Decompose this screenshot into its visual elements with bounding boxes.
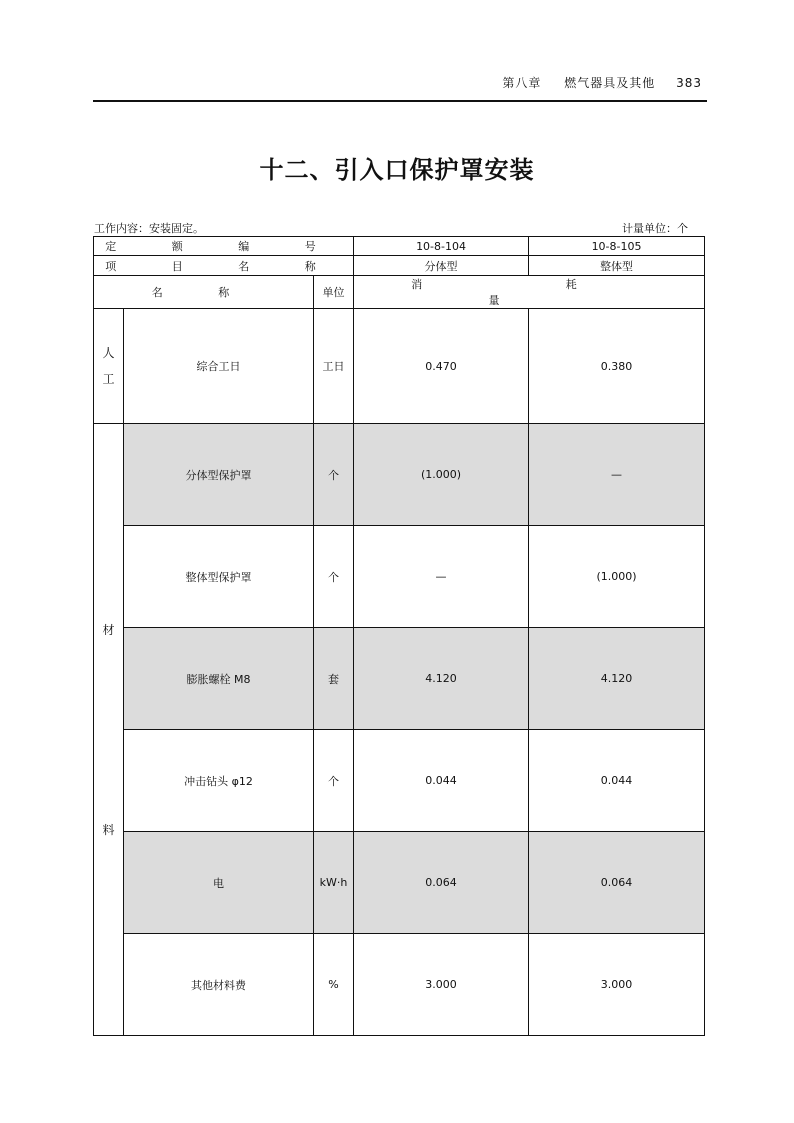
value-2: 0.064 [529, 832, 705, 934]
item-unit: 个 [314, 424, 354, 526]
value-2: 0.044 [529, 730, 705, 832]
item-name: 分体型保护罩 [124, 424, 314, 526]
item-name-2: 整体型 [529, 256, 705, 276]
item-name-1: 分体型 [354, 256, 529, 276]
value-2: 0.380 [529, 309, 705, 424]
consumption-column-header: 消 耗 量 [354, 276, 705, 309]
table-row [94, 628, 705, 730]
value-2: 3.000 [529, 934, 705, 1036]
labor-category: 人 工 [94, 309, 124, 424]
page-title: 十二、引入口保护罩安装 [259, 156, 535, 184]
item-unit: 个 [314, 730, 354, 832]
value-1: 0.064 [354, 832, 529, 934]
section-label: 燃气器具及其他 [564, 76, 656, 90]
quota-table [93, 236, 705, 1036]
table-row [94, 526, 705, 628]
table-row [94, 934, 705, 1036]
value-2: — [529, 424, 705, 526]
column-header-row [94, 276, 705, 309]
code-row-label: 定 额 编 号 [94, 237, 354, 256]
value-1: — [354, 526, 529, 628]
code-2: 10-8-105 [529, 237, 705, 256]
page-number: 383 [676, 76, 702, 90]
item-name: 其他材料费 [124, 934, 314, 1036]
item-unit: % [314, 934, 354, 1036]
item-name: 膨胀螺栓 M8 [124, 628, 314, 730]
item-row-label: 项 目 名 称 [94, 256, 354, 276]
name-column-header: 名 称 [94, 276, 314, 309]
table-row [94, 832, 705, 934]
table-row [94, 309, 705, 424]
unit-column-header: 单位 [314, 276, 354, 309]
code-1: 10-8-104 [354, 237, 529, 256]
item-row [94, 256, 705, 276]
item-unit: 工日 [314, 309, 354, 424]
item-name: 冲击钻头 φ12 [124, 730, 314, 832]
header-rule [93, 100, 707, 102]
value-1: 0.470 [354, 309, 529, 424]
chapter-label: 第八章 [502, 76, 542, 90]
item-unit: 个 [314, 526, 354, 628]
item-unit: 套 [314, 628, 354, 730]
value-1: 0.044 [354, 730, 529, 832]
code-row [94, 237, 705, 256]
table-row [94, 730, 705, 832]
item-unit: kW·h [314, 832, 354, 934]
item-name: 整体型保护罩 [124, 526, 314, 628]
value-1: (1.000) [354, 424, 529, 526]
value-2: (1.000) [529, 526, 705, 628]
unit-note: 计量单位：个 [622, 222, 688, 235]
value-1: 3.000 [354, 934, 529, 1036]
table-row [94, 424, 705, 526]
materials-category: 材 料 [94, 424, 124, 1036]
item-name: 电 [124, 832, 314, 934]
value-2: 4.120 [529, 628, 705, 730]
value-1: 4.120 [354, 628, 529, 730]
item-name: 综合工日 [124, 309, 314, 424]
running-header [502, 74, 702, 91]
work-content: 工作内容：安装固定。 [94, 222, 204, 235]
